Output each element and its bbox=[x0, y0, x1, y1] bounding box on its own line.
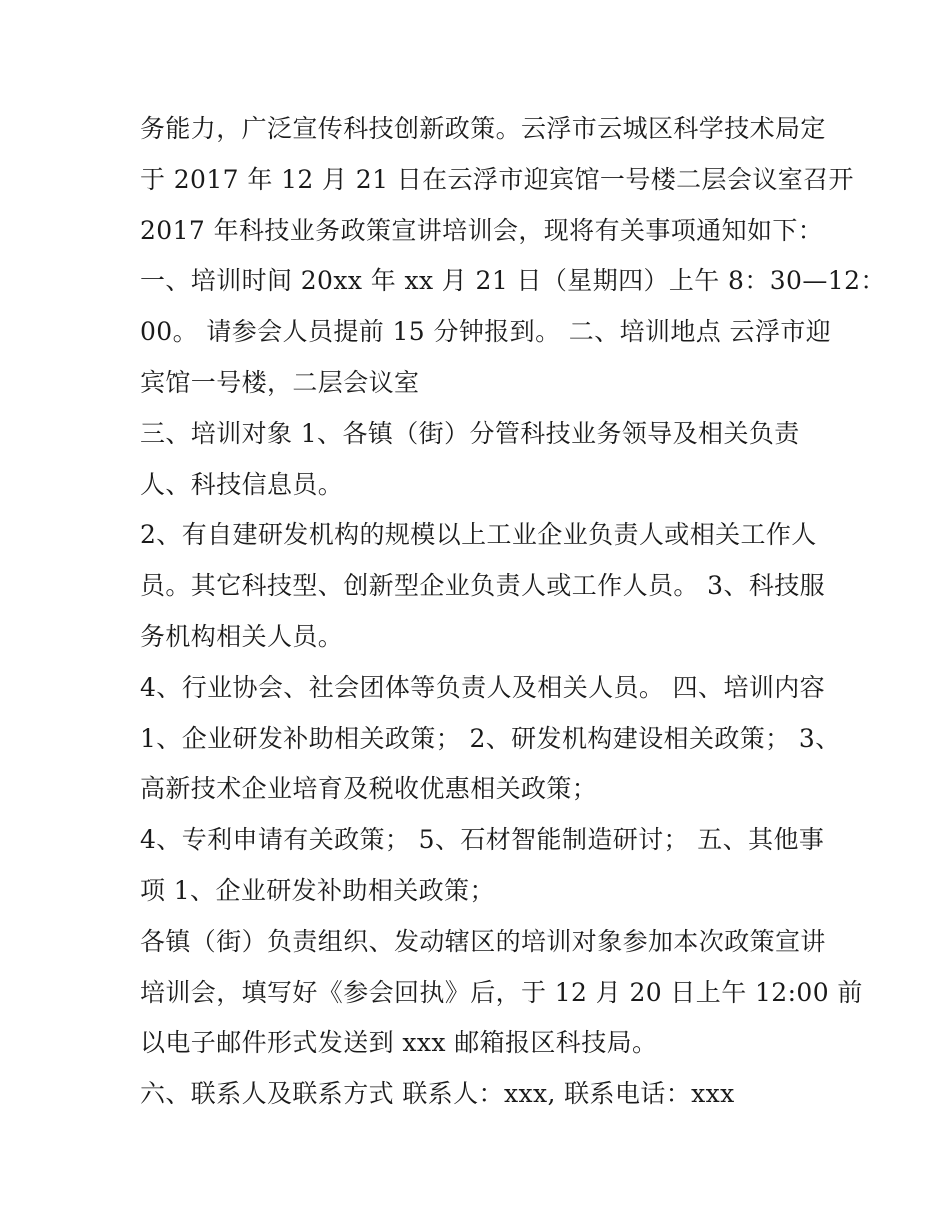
text-line: 培训会，填写好《参会回执》后，于 12 月 20 日上午 12:00 前 bbox=[140, 977, 863, 1007]
text-line: 2017 年科技业务政策宣讲培训会，现将有关事项通知如下： bbox=[140, 215, 824, 245]
document-body bbox=[140, 104, 886, 1120]
text-line: 六、联系人及联系方式 联系人：xxx, 联系电话：xxx bbox=[140, 1079, 735, 1109]
text-line: 项 1、企业研发补助相关政策； bbox=[140, 875, 495, 905]
text-line: 于 2017 年 12 月 21 日在云浮市迎宾馆一号楼二层会议室召开 bbox=[140, 164, 854, 194]
text-line: 4、行业协会、社会团体等负责人及相关人员。 四、培训内容 bbox=[140, 672, 826, 702]
text-line: 人、科技信息员。 bbox=[140, 469, 344, 499]
text-line: 4、专利申请有关政策； 5、石材智能制造研讨； 五、其他事 bbox=[140, 825, 825, 855]
text-line: 1、企业研发补助相关政策； 2、研发机构建设相关政策； 3、 bbox=[140, 723, 841, 753]
text-line: 员。其它科技型、创新型企业负责人或工作人员。 3、科技服 bbox=[140, 571, 826, 601]
text-line: 三、培训对象 1、各镇（街）分管科技业务领导及相关负责 bbox=[140, 418, 800, 448]
text-line: 以电子邮件形式发送到 xxx 邮箱报区科技局。 bbox=[140, 1028, 658, 1058]
text-line: 宾馆一号楼，二层会议室 bbox=[140, 367, 420, 397]
text-line: 各镇（街）负责组织、发动辖区的培训对象参加本次政策宣讲 bbox=[140, 926, 826, 956]
text-line: 务能力，广泛宣传科技创新政策。云浮市云城区科学技术局定 bbox=[140, 114, 826, 143]
text-line: 一、培训时间 20xx 年 xx 月 21 日（星期四）上午 8：30—12： bbox=[140, 266, 886, 296]
text-line: 务机构相关人员。 bbox=[140, 621, 344, 651]
text-line: 2、有自建研发机构的规模以上工业企业负责人或相关工作人 bbox=[140, 520, 817, 550]
text-line: 00。 请参会人员提前 15 分钟报到。 二、培训地点 云浮市迎 bbox=[140, 317, 832, 347]
text-line: 高新技术企业培育及税收优惠相关政策； bbox=[140, 774, 598, 804]
